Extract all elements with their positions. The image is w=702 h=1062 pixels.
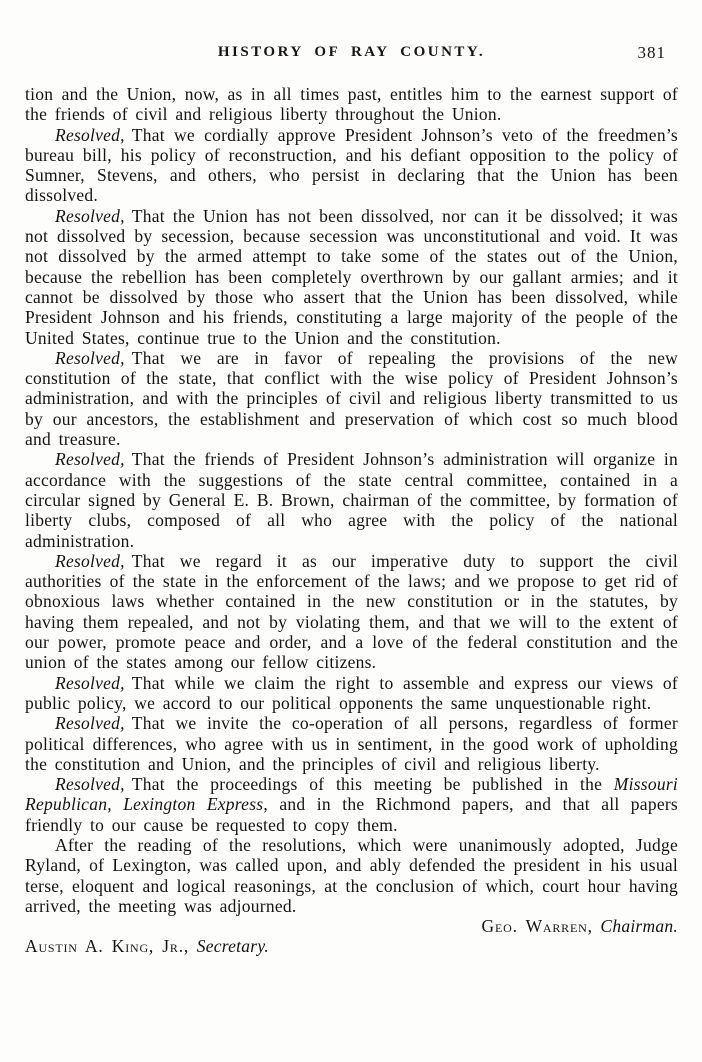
- running-header: [25, 44, 678, 66]
- paragraph-text: tion and the Union, now, as in all times past, entitles him to the earnest support of the friends of civil and religious liberty throughout the Union.: [25, 84, 678, 125]
- paragraph-text: That we invite the co-operation of all persons, regardless of former political differences, who agree with us in sentiment, in the good work of upholding the constitution and Union, and the principles of civil and religious liberty.: [25, 713, 678, 774]
- paragraph-text: That the Union has not been dissolved, nor can it be dissolved; it was not dissolved by secession, because secession was unconstitutional and void. It was not dissolved by the armed attempt to take some of the states out of the Union, because the rebellion has been completely overthrown by our gallant armies; and it cannot be dissolved by those who assert that the Union has been dissolved, while President Johnson and his friends, constituting a large majority of the people of the United States, continue true to the Union and the constitution.: [25, 205, 678, 348]
- paragraph-resolved-right-to-assemble: [25, 673, 678, 714]
- paragraph-resolved-cooperation: [25, 713, 678, 774]
- signature-secretary: [25, 936, 678, 956]
- paragraph-resolved-publication: [25, 774, 678, 835]
- paragraph-closing-narrative: [25, 835, 678, 916]
- chairman-title: Chairman.: [600, 916, 678, 937]
- paragraph-text: That we are in favor of repealing the provisions of the new constitution of the state, that conflict with the wise policy of President Johnson’s administration, and with the principles of civil and religious liberty transmitted to us by our ancestors, the establishment and preservation of which cost so much blood and treasure.: [25, 347, 678, 450]
- paragraph-text: That we regard it as our imperative duty to support the civil authorities of the state in the enforcement of the laws; and we propose to get rid of obnoxious laws whether contained in the new constitution or in the statutes, by having them repealed, and not by violating them, and that we will to the extent of our power, promote peace and order, and a love of the federal constitution and the union of the states among our fellow citizens.: [25, 550, 678, 673]
- paragraph-text: That the proceedings of this meeting be published in the: [131, 774, 614, 795]
- resolved-lead: Resolved,: [55, 347, 125, 368]
- secretary-title: Secretary.: [196, 936, 269, 957]
- signature-chairman: [25, 916, 678, 936]
- resolved-lead: Resolved,: [55, 672, 125, 693]
- body-text: [25, 84, 678, 957]
- resolved-lead: Resolved,: [55, 124, 125, 145]
- paragraph-continuation: [25, 84, 678, 125]
- resolved-lead: Resolved,: [55, 449, 125, 470]
- paragraph-text: After the reading of the resolutions, which were unanimously adopted, Judge Ryland, of Lexington, was called upon, and ably defended the president in his usual terse, eloquent and logical reasonings, at the conclusion of which, court hour having arrived, the meeting was adjourned.: [25, 834, 678, 916]
- newspaper-names-italic: Missouri Republican, Lexington Express: [25, 774, 678, 815]
- resolved-lead: Resolved,: [55, 205, 125, 226]
- secretary-name: Austin A. King, Jr.,: [25, 936, 190, 957]
- paragraph-resolved-veto: [25, 125, 678, 206]
- paragraph-resolved-organize: [25, 449, 678, 550]
- resolved-lead: Resolved,: [55, 713, 125, 734]
- page-number: 381: [637, 43, 666, 62]
- paragraph-text: That we cordially approve President Johnson’s veto of the freedmen’s bureau bill, his policy of reconstruction, and his defiant opposition to the policy of Sumner, Stevens, and others, who persist in declaring that the Union has been dissolved.: [25, 124, 678, 206]
- paragraph-resolved-repealing: [25, 348, 678, 449]
- paragraph-resolved-imperative-duty: [25, 551, 678, 673]
- page-header-title: HISTORY OF RAY COUNTY.: [217, 44, 486, 60]
- paragraph-text: That while we claim the right to assemble and express our views of public policy, we accord to our political opponents the same unquestionable right.: [25, 672, 678, 713]
- paragraph-text: That the friends of President Johnson’s administration will organize in accordance with the suggestions of the state central committee, contained in a circular signed by General E. B. Brown, chairman of the committee, by formation of liberty clubs, composed of all who agree with the policy of the national administration.: [25, 449, 678, 551]
- paragraph-text: , and in the Richmond papers, and that all papers friendly to our cause be requested to copy them.: [25, 794, 678, 835]
- chairman-name: Geo. Warren,: [481, 916, 593, 937]
- paragraph-resolved-union-not-dissolved: [25, 206, 678, 348]
- resolved-lead: Resolved,: [55, 550, 125, 571]
- resolved-lead: Resolved,: [55, 774, 125, 795]
